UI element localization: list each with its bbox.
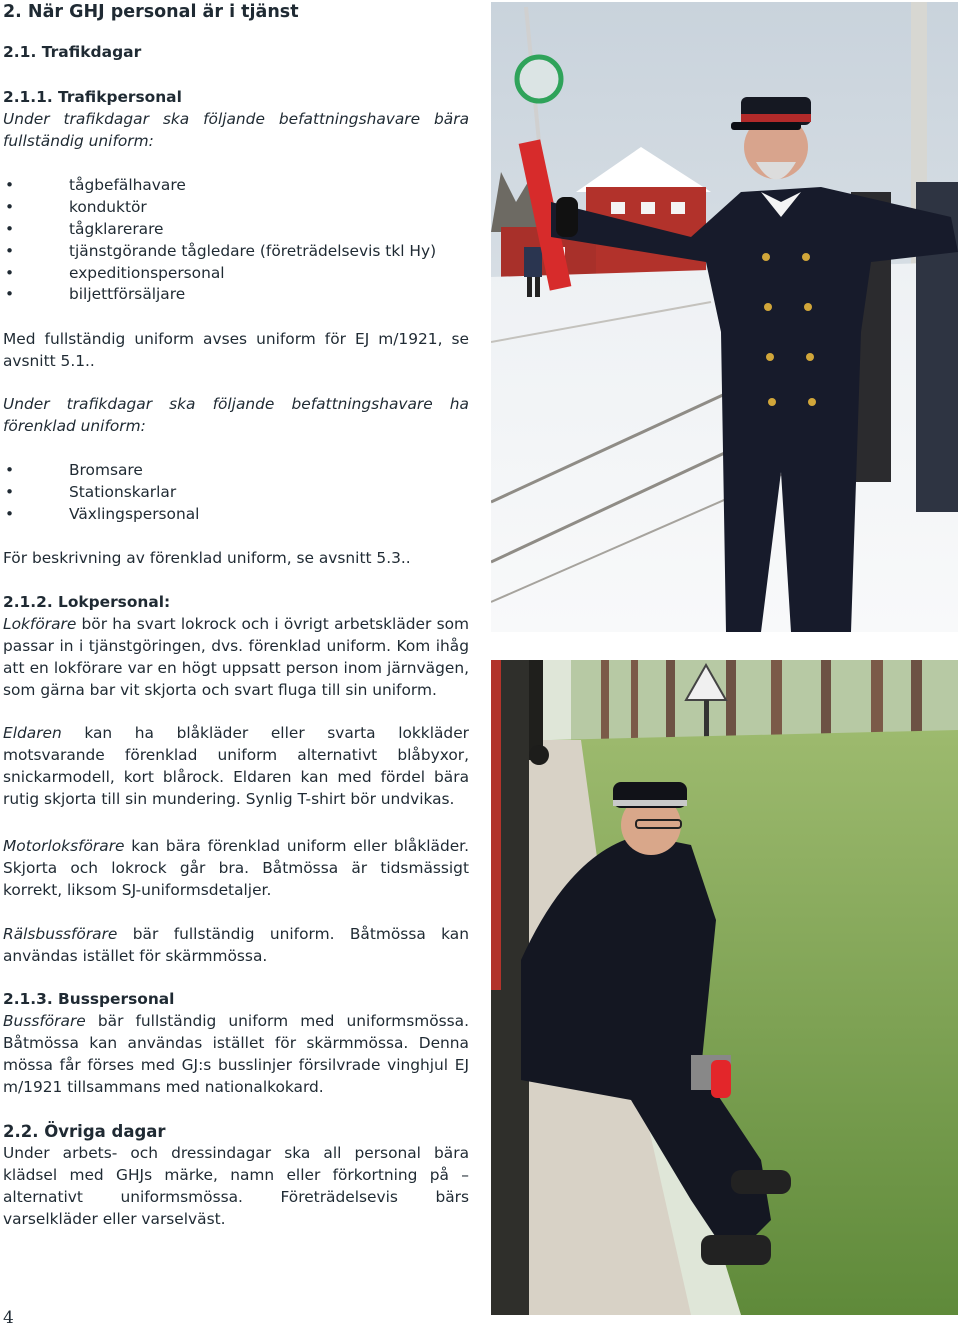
full-uniform-intro: Under trafikdagar ska följande befattningshavare bära fullständig uniform: [3,109,469,150]
bussforare-text: bär fullständig uniform med uniformsmössa. Båtmössa kan användas istället för skärmmössa. Denna mössa får förses med GJ:s busslinjer försilvrade vinghjul EJ m/1921 tillsammans med nationalkokard. [3,1011,469,1096]
ralsbussforare-text: bär fullständig uniform. Båtmössa kan användas istället för skärmmössa. [3,925,469,965]
list-item: • Bromsare [3,460,469,482]
lokforare-text: bör ha svart lokrock och i övrigt arbetskläder som passar in i tjänstgöringen, dvs. förenklad uniform. Kom ihåg att en lokförare var en högt uppsatt person inom järnvägen, som gärna bar vit skjorta och svart fluga till sin uniform. [3,614,469,699]
section-heading-2-1-1: 2.1.1. Trafikpersonal [3,88,182,106]
list-item: • Stationskarlar [3,482,469,504]
simple-uniform-list [3,460,469,526]
motorloksforare-text: kan bära förenklad uniform eller blåkläder. Skjorta och lokrock går bra. Båtmössa är tidsmässigt korrekt, liksom SJ-uniformsdetaljer. [3,837,469,899]
list-item: • tjänstgörande tågledare (företrädelsevis tkl Hy) [3,241,469,263]
eldaren-paragraph [3,723,469,811]
simple-uniform-intro: Under trafikdagar ska följande befattningshavare ha förenklad uniform: [3,395,469,435]
ralsbussforare-term: Rälsbussförare [3,925,118,943]
section-heading-2-2: 2.2. Övriga dagar [3,1122,166,1141]
motorloksforare-term: Motorloksförare [3,837,125,855]
other-days-paragraph: Under arbets- och dressindagar ska all personal bära klädsel med GHJs märke, namn eller förkortning på – alternativt uniformsmössa. Företrädelsevis bärs varselkläder eller varselväst. [3,1143,469,1228]
section-heading-2-1-2: 2.1.2. Lokpersonal: [3,593,171,611]
section-heading-2: 2. När GHJ personal är i tjänst [3,2,299,22]
section-heading-2-1-3: 2.1.3. Busspersonal [3,990,175,1008]
photo-conductor-winter [491,2,958,632]
page-number: 4 [3,1308,14,1328]
simple-uniform-note: För beskrivning av förenklad uniform, se avsnitt 5.3.. [3,549,411,567]
list-item: • tågbefälhavare [3,175,469,197]
section-2-1-2 [3,592,469,702]
motorloksforare-paragraph [3,836,469,902]
section-2-1-1 [3,87,469,153]
list-item: • biljettförsäljare [3,284,469,306]
section-heading-2-1: 2.1. Trafikdagar [3,43,142,61]
lokforare-term: Lokförare [3,614,77,633]
full-uniform-list [3,175,469,306]
section-2-2 [3,1121,469,1231]
list-item: • Växlingspersonal [3,504,469,526]
ralsbussforare-paragraph [3,924,469,968]
list-item: • expeditionspersonal [3,263,469,285]
list-item: • konduktör [3,197,469,219]
eldaren-term: Eldaren [3,724,62,742]
bussforare-paragraph [3,1011,469,1099]
bussforare-term: Bussförare [3,1011,86,1030]
photo-engine-driver [491,660,958,1315]
lokforare-paragraph [3,614,469,702]
eldaren-text: kan ha blåkläder eller svarta lokkläder motsvarande förenklad uniform alternativt blåbyxor, snickarmodell, kort blårock. Eldaren kan med fördel bära rutig skjorta till sin mundering. Synlig T-shirt bör undvikas. [3,724,469,808]
full-uniform-note: Med fullständig uniform avses uniform för EJ m/1921, se avsnitt 5.1.. [3,330,469,370]
list-item: • tågklarerare [3,219,469,241]
section-2-1-3 [3,989,469,1099]
